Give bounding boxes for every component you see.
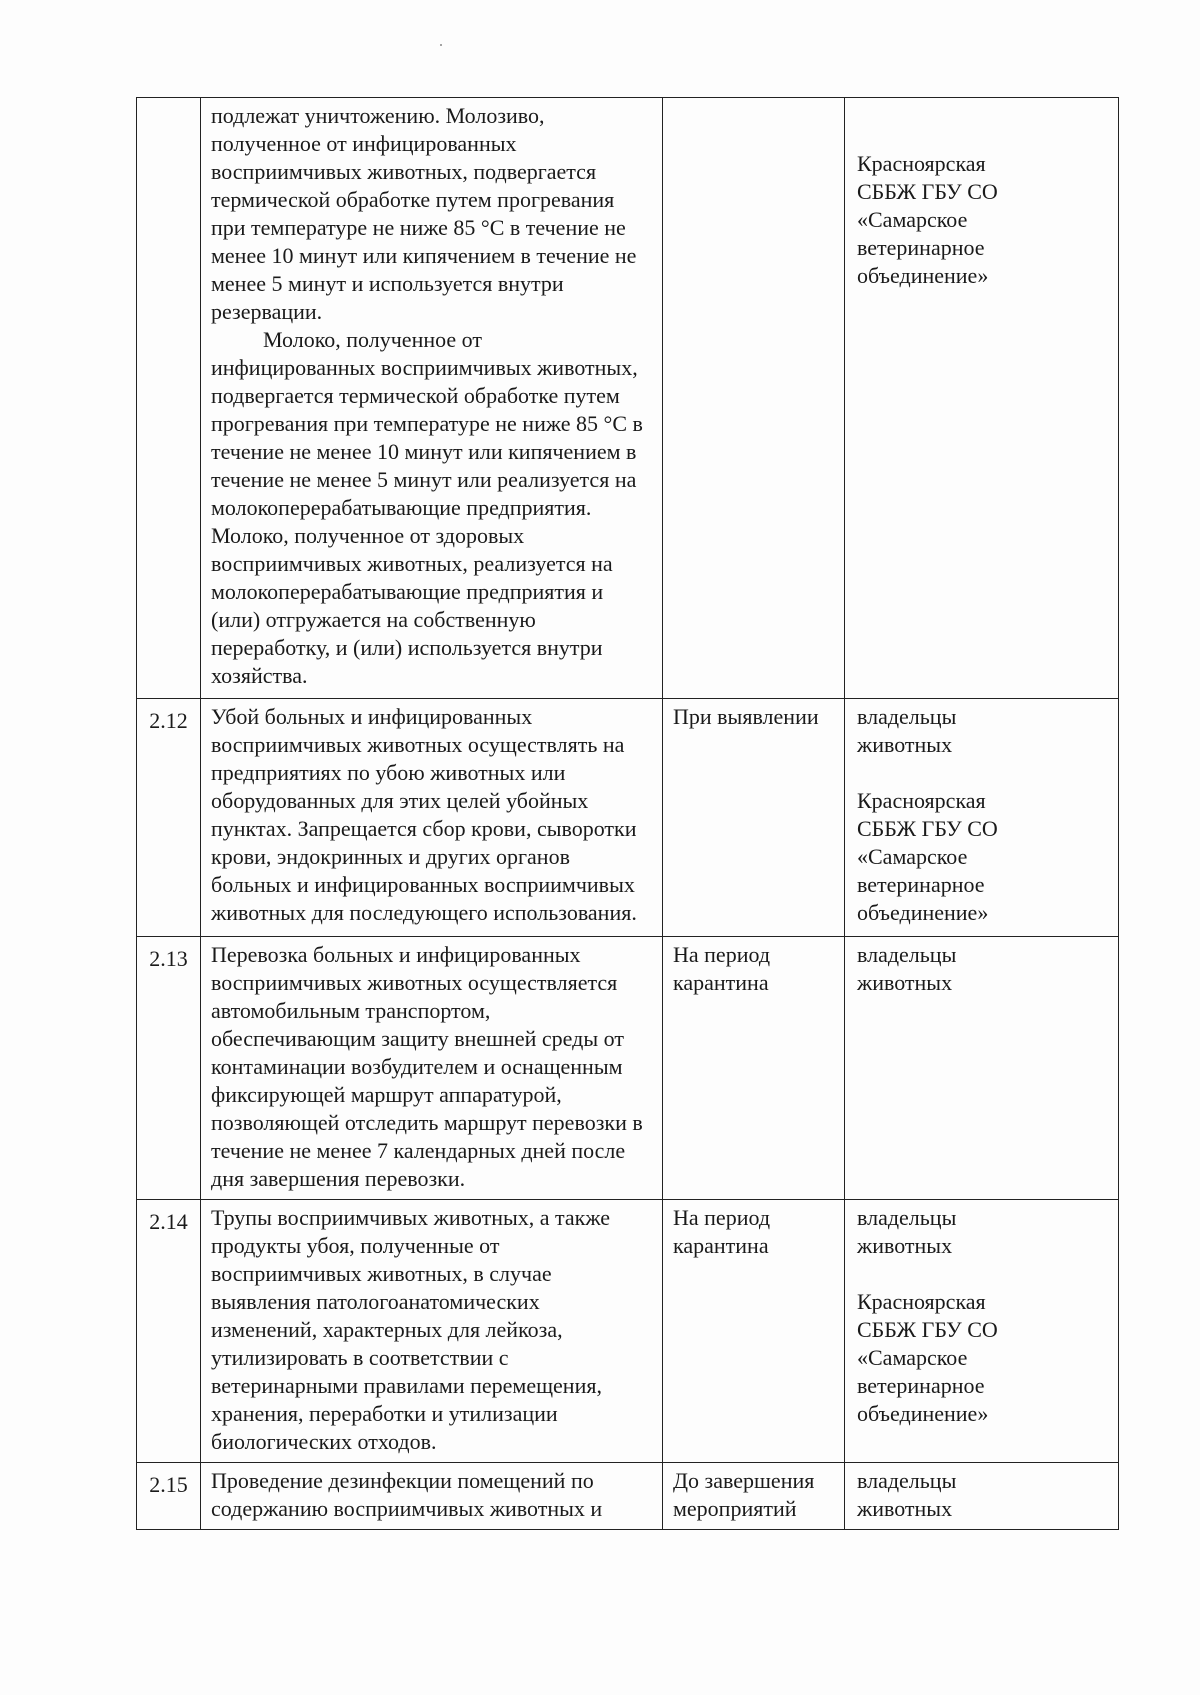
responsible-line: «Самарское <box>857 1345 968 1370</box>
responsible-line: объединение» <box>857 900 989 925</box>
responsible-line: ветеринарное <box>857 872 985 897</box>
responsible-line: владельцы <box>857 942 957 967</box>
term-cell <box>663 1200 845 1463</box>
measures-table <box>136 97 1119 1530</box>
responsible-line: СББЖ ГБУ СО <box>857 816 998 841</box>
responsible-line: животных <box>857 970 953 995</box>
action-cell: Убой больных и инфицированных восприимчивых животных осуществлять на предприятиях по убою животных или оборудованных для этих целей убойных пунктах. Запрещается сбор крови, сыворотки крови, эндокринных и других органов больных и инфицированных восприимчивых животных для последующего использования. <box>201 699 663 937</box>
responsible-line: объединение» <box>857 263 989 288</box>
responsible-line: ветеринарное <box>857 1373 985 1398</box>
responsible-line: объединение» <box>857 1401 989 1426</box>
row-number-cell: 2.12 <box>137 699 201 937</box>
row-number-cell: 2.14 <box>137 1200 201 1463</box>
action-paragraph-3: Молоко, полученное от здоровых восприимчивых животных, реализуется на молокоперерабатывающие предприятия и (или) отгружается на собственную переработку, и (или) используется внутри хозяйства. <box>211 523 613 688</box>
term-cell <box>663 98 845 699</box>
action-paragraph-2: Молоко, полученное от инфицированных восприимчивых животных, подвергается термической обработке путем прогревания при температуре не ниже 85 °С в течение не менее 10 минут или кипячением в течение не менее 5 минут или реализуется на молокоперерабатывающие предприятия. <box>211 327 643 520</box>
term-line: карантина <box>673 1233 769 1258</box>
term-line: До завершения <box>673 1468 815 1493</box>
term-cell: При выявлении <box>663 699 845 937</box>
responsible-cell <box>845 1463 1119 1530</box>
action-cell <box>201 98 663 699</box>
responsible-cell <box>845 1200 1119 1463</box>
term-line: мероприятий <box>673 1496 797 1521</box>
responsible-line: животных <box>857 1496 953 1521</box>
row-number-cell: 2.15 <box>137 1463 201 1530</box>
term-cell <box>663 1463 845 1530</box>
responsible-cell <box>845 937 1119 1200</box>
responsible-line: Красноярская <box>857 1289 986 1314</box>
term-cell <box>663 937 845 1200</box>
action-paragraph-1: подлежат уничтожению. Молозиво, полученное от инфицированных восприимчивых животных, подвергается термической обработке путем прогревания при температуре не ниже 85 °С в течение не менее 10 минут или кипячением в течение не менее 5 минут и используется внутри резервации. <box>211 103 637 324</box>
responsible-line: СББЖ ГБУ СО <box>857 179 998 204</box>
responsible-line: животных <box>857 1233 953 1258</box>
responsible-line: владельцы <box>857 1468 957 1493</box>
responsible-line: владельцы <box>857 704 957 729</box>
table-row <box>137 1200 1119 1463</box>
action-cell: Перевозка больных и инфицированных восприимчивых животных осуществляется автомобильным транспортом, обеспечивающим защиту внешней среды от контаминации возбудителем и оснащенным фиксирующей маршрут аппаратурой, позволяющей отследить маршрут перевозки в течение не менее 7 календарных дней после дня завершения перевозки. <box>201 937 663 1200</box>
responsible-line: Красноярская <box>857 151 986 176</box>
table-row <box>137 699 1119 937</box>
responsible-line: Красноярская <box>857 788 986 813</box>
responsible-cell <box>845 699 1119 937</box>
line-gap <box>857 1260 1114 1288</box>
responsible-line: животных <box>857 732 953 757</box>
table-row <box>137 937 1119 1200</box>
term-line: На период <box>673 942 771 967</box>
table-row <box>137 1463 1119 1530</box>
responsible-line: владельцы <box>857 1205 957 1230</box>
row-number-cell: 2.13 <box>137 937 201 1200</box>
responsible-line: «Самарское <box>857 844 968 869</box>
term-line: карантина <box>673 970 769 995</box>
scan-speck <box>440 44 442 46</box>
action-cell: Проведение дезинфекции помещений по содержанию восприимчивых животных и <box>201 1463 663 1530</box>
responsible-line: ветеринарное <box>857 235 985 260</box>
action-cell: Трупы восприимчивых животных, а также продукты убоя, полученные от восприимчивых животных, в случае выявления патологоанатомических изменений, характерных для лейкоза, утилизировать в соответствии с ветеринарными правилами перемещения, хранения, переработки и утилизации биологических отходов. <box>201 1200 663 1463</box>
responsible-line: «Самарское <box>857 207 968 232</box>
responsible-cell <box>845 98 1119 699</box>
row-number-cell <box>137 98 201 699</box>
line-gap <box>857 759 1114 787</box>
responsible-line: СББЖ ГБУ СО <box>857 1317 998 1342</box>
term-line: На период <box>673 1205 771 1230</box>
table-row-continuation <box>137 98 1119 699</box>
